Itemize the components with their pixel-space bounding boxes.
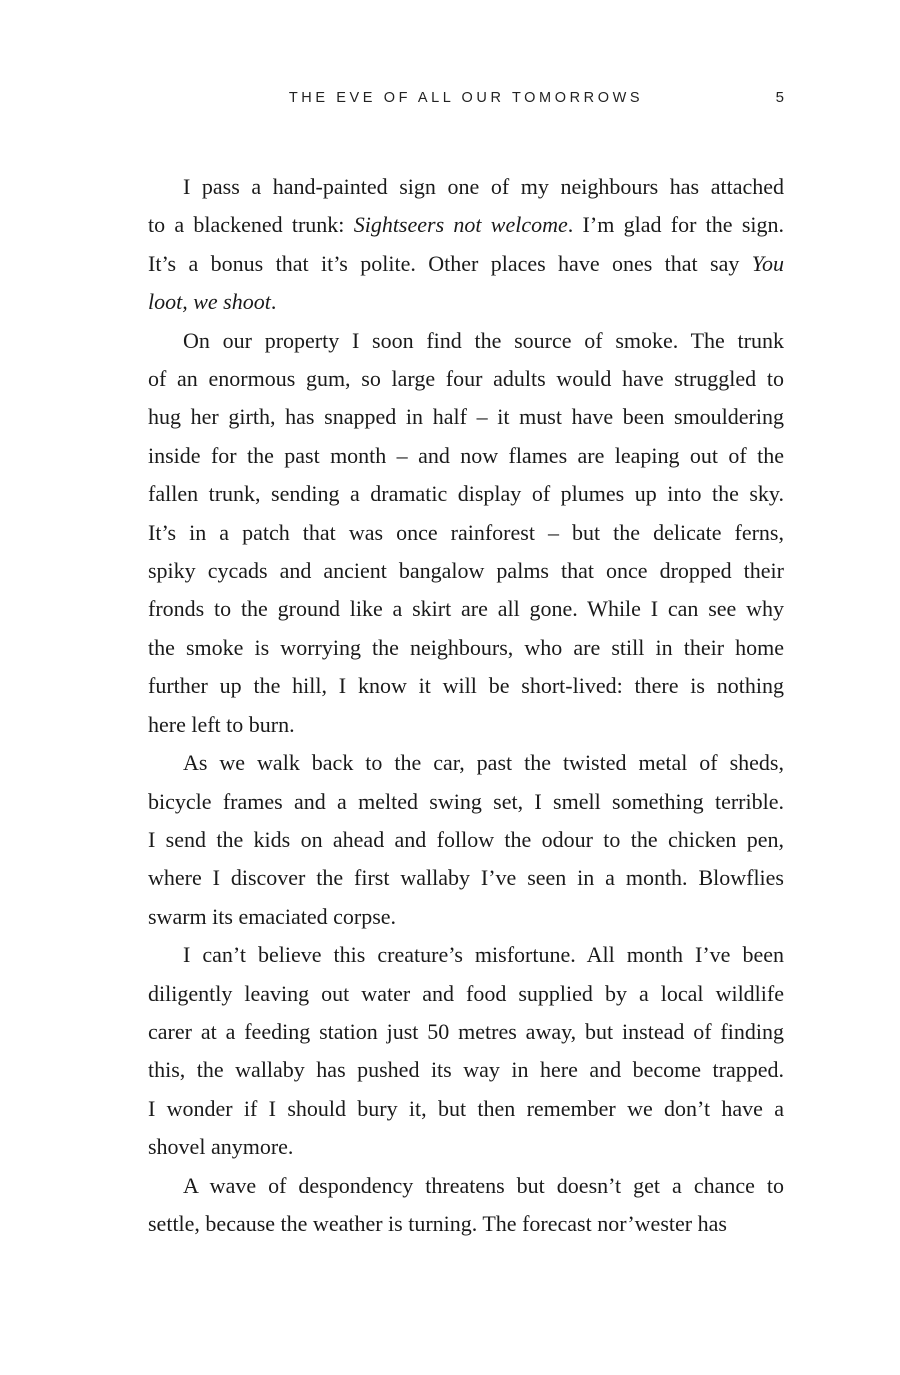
text-run: further up the hill, I know it will be short-lived: there is nothing [148,673,784,699]
text-run: this, the wallaby has pushed its way in here and become trapped. [148,1057,784,1083]
text-run: fallen trunk, sending a dramatic display of plumes up into the sky. [148,481,784,507]
text-line [148,322,784,360]
text-run: hug her girth, has snapped in half – it must have been smouldering [148,404,784,430]
text-run: fronds to the ground like a skirt are all gone. While I can see why [148,596,784,622]
text-run: inside for the past month – and now flames are leaping out of the [148,442,784,468]
text-run: the smoke is worrying the neighbours, who are still in their home [148,634,784,660]
page-number: 5 [775,89,784,106]
text-line [148,398,784,436]
italic-run: loot, we shoot [148,289,271,315]
text-run: settle, because the weather is turning. The forecast nor’wester has [148,1210,727,1236]
text-line [148,1051,784,1089]
text-line [148,437,784,475]
text-line [148,1167,784,1205]
text-run: I can’t believe this creature’s misfortune. All month I’ve been [183,942,784,968]
text-line [148,590,784,628]
text-line [148,552,784,590]
text-run: I pass a hand-painted sign one of my neighbours has attached [183,174,784,199]
text-run: As we walk back to the car, past the twisted metal of sheds, [183,750,784,776]
paragraph [148,168,784,322]
text-run: A wave of despondency threatens but doesn’t get a chance to [183,1172,784,1198]
running-head [148,86,784,110]
text-run: spiky cycads and ancient bangalow palms that once dropped their [148,558,784,584]
paragraph [148,936,784,1166]
text-line [148,514,784,552]
italic-run: You [751,250,784,276]
text-run: It’s a bonus that it’s polite. Other places have ones that say [148,250,752,276]
text-line [148,206,784,244]
text-run: On our property I soon find the source of smoke. The trunk [183,327,784,353]
text-run: where I discover the first wallaby I’ve seen in a month. Blowflies [148,865,784,891]
text-line [148,629,784,667]
text-run: to a blackened trunk: [148,212,354,238]
text-line [148,168,784,206]
text-line [148,1090,784,1128]
paragraph [148,1167,784,1244]
text-run: diligently leaving out water and food supplied by a local wildlife [148,980,784,1006]
text-line [148,245,784,283]
text-line [148,936,784,974]
text-line [148,1013,784,1051]
text-line [148,975,784,1013]
running-title: THE EVE OF ALL OUR TOMORROWS [288,90,644,106]
text-run: I wonder if I should bury it, but then remember we don’t have a [148,1095,784,1121]
text-line [148,821,784,859]
text-line [148,283,784,321]
text-line [148,744,784,782]
text-line [148,783,784,821]
paragraph [148,744,784,936]
text-line [148,1128,784,1166]
paragraph [148,322,784,744]
text-run: . I’m glad for the sign. [567,212,784,238]
text-run: carer at a feeding station just 50 metres away, but instead of finding [148,1018,784,1044]
text-run: I send the kids on ahead and follow the odour to the chicken pen, [148,826,784,852]
text-run: swarm its emaciated corpse. [148,903,397,929]
text-line [148,475,784,513]
text-line [148,898,784,936]
text-run: shovel anymore. [148,1134,294,1160]
text-run: bicycle frames and a melted swing set, I smell something terrible. [148,788,784,814]
italic-run: Sightseers not welcome [353,212,568,238]
text-line [148,667,784,705]
text-line [148,706,784,744]
text-line [148,360,784,398]
text-run: It’s in a patch that was once rainforest – but the delicate ferns, [148,519,784,545]
body-text [148,168,784,1243]
text-line [148,1205,784,1243]
text-run: . [270,289,277,315]
text-line [148,859,784,897]
text-run: of an enormous gum, so large four adults would have struggled to [148,366,784,392]
text-run: here left to burn. [148,711,295,737]
